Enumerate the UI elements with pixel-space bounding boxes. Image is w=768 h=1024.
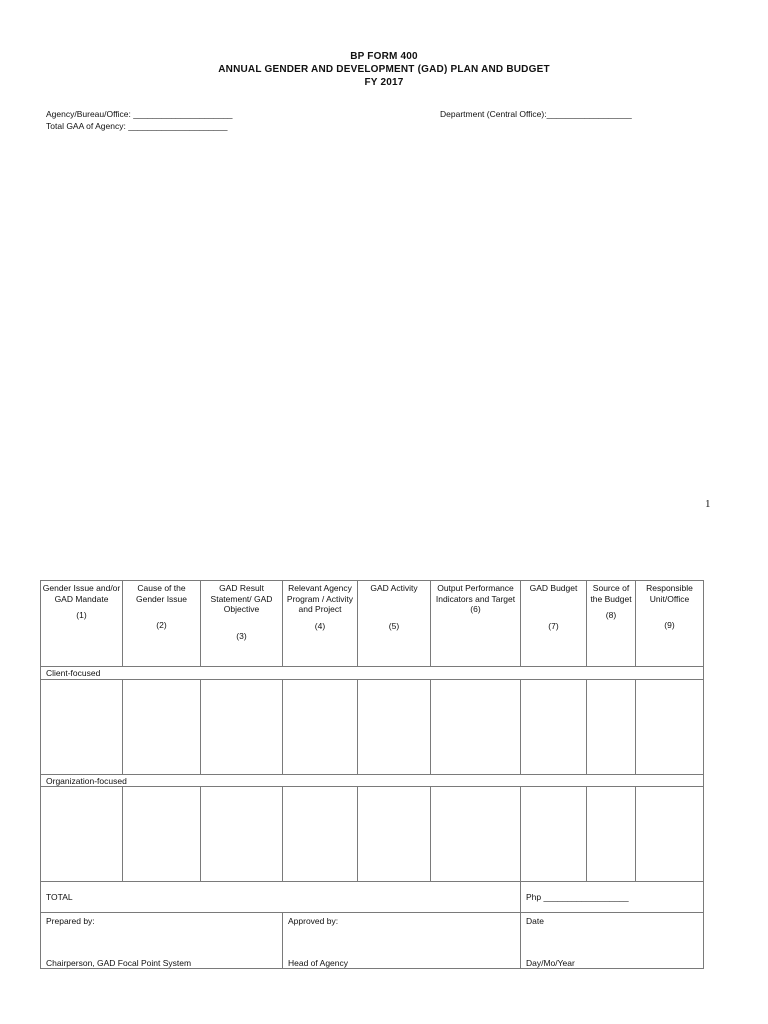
cell-c7[interactable] bbox=[521, 679, 587, 774]
cell-c6[interactable] bbox=[431, 679, 521, 774]
cell-c1[interactable] bbox=[41, 679, 123, 774]
col-header-result-statement: GAD Result Statement/ GAD Objective (3) bbox=[201, 581, 283, 667]
total-amount-field[interactable]: Php __________________ bbox=[521, 882, 704, 913]
col-header-gender-issue: Gender Issue and/or GAD Mandate (1) bbox=[41, 581, 123, 667]
cell-c4[interactable] bbox=[283, 679, 358, 774]
cell-c3[interactable] bbox=[201, 679, 283, 774]
fiscal-year: FY 2017 bbox=[364, 77, 404, 88]
section-row-client bbox=[41, 667, 704, 680]
cell-c2[interactable] bbox=[123, 679, 201, 774]
cell-o9[interactable] bbox=[636, 787, 704, 882]
total-gaa-field[interactable]: Total GAA of Agency: _____________________ bbox=[46, 121, 228, 131]
table-header-row bbox=[41, 581, 704, 667]
gad-plan-table bbox=[40, 580, 704, 969]
col-header-output-indicators: Output Performance Indicators and Target (6) bbox=[431, 581, 521, 667]
date-format: Day/Mo/Year bbox=[526, 957, 575, 968]
col-header-relevant-program: Relevant Agency Program / Activity and Project (4) bbox=[283, 581, 358, 667]
date-label: Date bbox=[526, 916, 544, 926]
col-header-responsible-unit: Responsible Unit/Office (9) bbox=[636, 581, 704, 667]
col-header-cause: Cause of the Gender Issue (2) bbox=[123, 581, 201, 667]
cell-o5[interactable] bbox=[358, 787, 431, 882]
approved-by-cell[interactable] bbox=[283, 913, 521, 969]
cell-o4[interactable] bbox=[283, 787, 358, 882]
cell-c9[interactable] bbox=[636, 679, 704, 774]
cell-c8[interactable] bbox=[587, 679, 636, 774]
cell-o6[interactable] bbox=[431, 787, 521, 882]
cell-o2[interactable] bbox=[123, 787, 201, 882]
department-field[interactable]: Department (Central Office):__________________ bbox=[440, 109, 632, 119]
col-header-gad-budget: GAD Budget (7) bbox=[521, 581, 587, 667]
client-data-row[interactable] bbox=[41, 679, 704, 774]
total-label: TOTAL bbox=[41, 882, 521, 913]
page-number: 1 bbox=[705, 498, 711, 510]
cell-o1[interactable] bbox=[41, 787, 123, 882]
col-header-gad-activity: GAD Activity (5) bbox=[358, 581, 431, 667]
prepared-by-name: Chairperson, GAD Focal Point System bbox=[46, 957, 192, 968]
cell-o7[interactable] bbox=[521, 787, 587, 882]
date-cell[interactable] bbox=[521, 913, 704, 969]
prepared-by-cell[interactable] bbox=[41, 913, 283, 969]
org-data-row[interactable] bbox=[41, 787, 704, 882]
agency-field[interactable]: Agency/Bureau/Office: _____________________ bbox=[46, 109, 233, 119]
form-title: ANNUAL GENDER AND DEVELOPMENT (GAD) PLAN AND BUDGET bbox=[218, 64, 550, 75]
section-label-org: Organization-focused bbox=[41, 774, 704, 787]
form-number: BP FORM 400 bbox=[350, 51, 418, 62]
cell-o3[interactable] bbox=[201, 787, 283, 882]
signature-row bbox=[41, 913, 704, 969]
cell-c5[interactable] bbox=[358, 679, 431, 774]
cell-o8[interactable] bbox=[587, 787, 636, 882]
total-row bbox=[41, 882, 704, 913]
approved-by-label: Approved by: bbox=[288, 916, 339, 926]
section-label-client: Client-focused bbox=[41, 667, 704, 680]
prepared-by-label: Prepared by: bbox=[46, 916, 95, 926]
approved-by-name: Head of Agency bbox=[288, 957, 349, 968]
col-header-budget-source: Source of the Budget (8) bbox=[587, 581, 636, 667]
section-row-org bbox=[41, 774, 704, 787]
